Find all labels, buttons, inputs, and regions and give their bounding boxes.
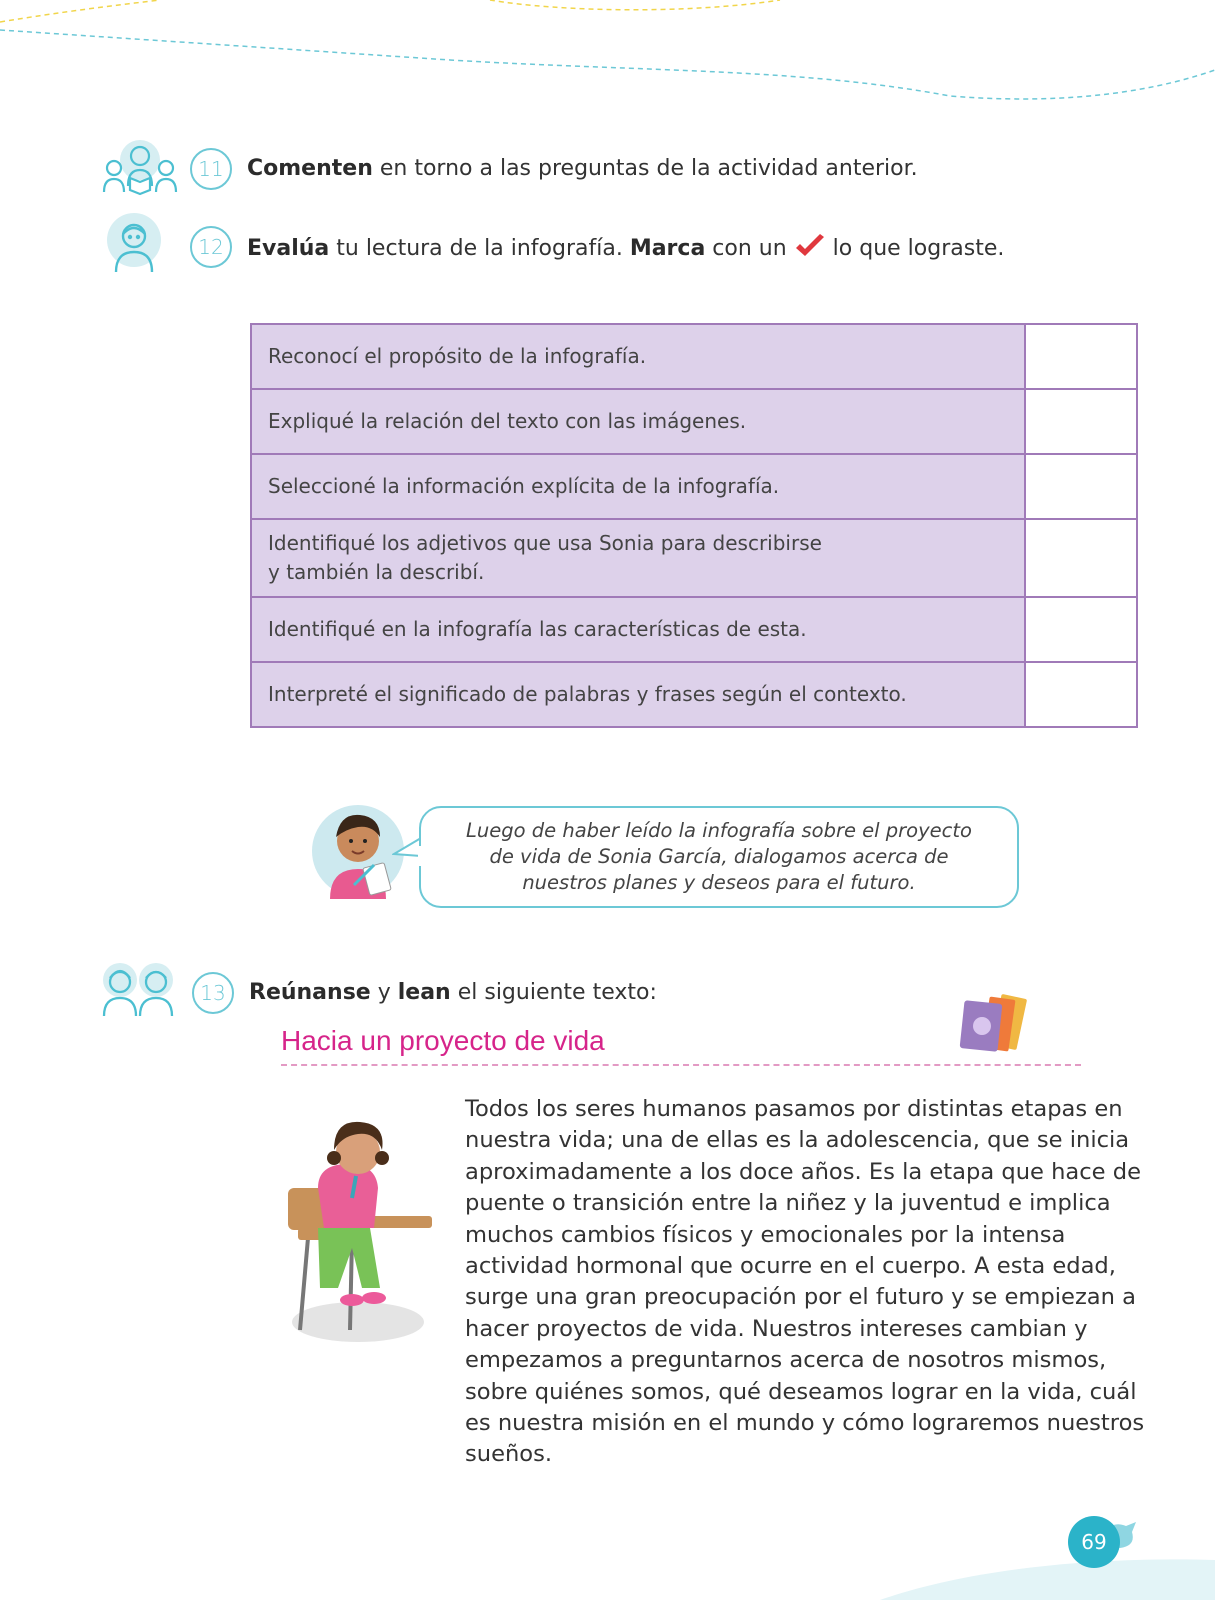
table-row xyxy=(251,389,1137,454)
speech-bubble xyxy=(419,806,1019,908)
activity-11-text: en torno a las preguntas de la actividad anterior. xyxy=(372,156,918,181)
bottom-corner-decoration xyxy=(880,1552,1215,1600)
table-row xyxy=(251,519,1137,597)
activity-13-verb2: lean xyxy=(397,980,451,1005)
activity-12-text3: lo que lograste. xyxy=(825,236,1005,261)
top-wave-decoration xyxy=(0,0,1215,110)
activity-13-instruction xyxy=(249,980,657,1005)
activity-number-13: 13 xyxy=(192,972,234,1014)
activity-13-verb: Reúnanse xyxy=(249,980,371,1005)
activity-13-text: y xyxy=(370,980,398,1005)
table-row xyxy=(251,662,1137,727)
checkmark-icon xyxy=(794,234,826,260)
girl-at-desk-illustration xyxy=(278,1118,438,1350)
activity-11-verb: Comenten xyxy=(247,156,373,181)
table-row xyxy=(251,454,1137,519)
activity-11 xyxy=(100,136,1060,200)
speech-bubble-tail-join xyxy=(418,846,422,866)
checklist-statement: Reconocí el propósito de la infografía. xyxy=(251,324,1025,389)
activity-number-11: 11 xyxy=(190,148,232,190)
books-icon xyxy=(958,990,1038,1056)
checklist-checkbox[interactable] xyxy=(1025,597,1137,662)
student-icon xyxy=(100,212,170,274)
activity-13 xyxy=(100,958,1060,1022)
checklist-checkbox[interactable] xyxy=(1025,389,1137,454)
group-reading-icon xyxy=(100,136,180,200)
speech-bubble-text: Luego de haber leído la infografía sobre el proyecto de vida de Sonia García, dialogamos acerca de nuestros planes y deseos para el futuro. xyxy=(466,819,972,894)
title-underline xyxy=(281,1064,1081,1066)
checklist-checkbox[interactable] xyxy=(1025,454,1137,519)
reading-text: Todos los seres humanos pasamos por distintas etapas en nuestra vida; una de ellas es la adolescencia, que se inicia aproximadamente a los doce años. Es la etapa que hace de puente o transición entre la niñez y la juventud e implica muchos cambios físicos y emocionales por la intensa actividad hormonal que ocurre en el cuerpo. A esta edad, surge una gran preocupación por el futuro y se empiezan a hacer proyectos de vida. Nuestros intereses cambian y empezamos a preguntarnos acerca de nosotros mismos, sobre quiénes somos, qué deseamos lograr en la vida, cuál es nuestra misión en el mundo y cómo lograremos nuestros sueños. xyxy=(465,1096,1145,1468)
table-row xyxy=(251,324,1137,389)
checklist-statement: Seleccioné la información explícita de la infografía. xyxy=(251,454,1025,519)
activity-12-verb: Evalúa xyxy=(247,236,330,261)
checklist-statement: Identifiqué los adjetivos que usa Sonia para describirse y también la describí. xyxy=(251,519,1025,597)
reading-title: Hacia un proyecto de vida xyxy=(281,1025,605,1056)
activity-12-verb2: Marca xyxy=(629,236,706,261)
checklist-checkbox[interactable] xyxy=(1025,519,1137,597)
activity-number-12: 12 xyxy=(190,226,232,268)
activity-12-text2: con un xyxy=(705,236,794,261)
activity-12 xyxy=(100,212,1060,276)
checklist-checkbox[interactable] xyxy=(1025,662,1137,727)
activity-12-text: tu lectura de la infografía. xyxy=(329,236,630,261)
table-row xyxy=(251,597,1137,662)
pair-icon xyxy=(100,958,176,1020)
checklist-checkbox[interactable] xyxy=(1025,324,1137,389)
activity-13-text2: el siguiente texto: xyxy=(450,980,657,1005)
checklist-statement: Identifiqué en la infografía las características de esta. xyxy=(251,597,1025,662)
activity-11-instruction xyxy=(247,156,918,181)
checklist-statement: Interpreté el significado de palabras y frases según el contexto. xyxy=(251,662,1025,727)
activity-12-instruction xyxy=(247,234,1004,261)
page-number: 69 xyxy=(1068,1516,1120,1568)
checklist-statement: Expliqué la relación del texto con las imágenes. xyxy=(251,389,1025,454)
self-evaluation-table xyxy=(250,323,1138,728)
